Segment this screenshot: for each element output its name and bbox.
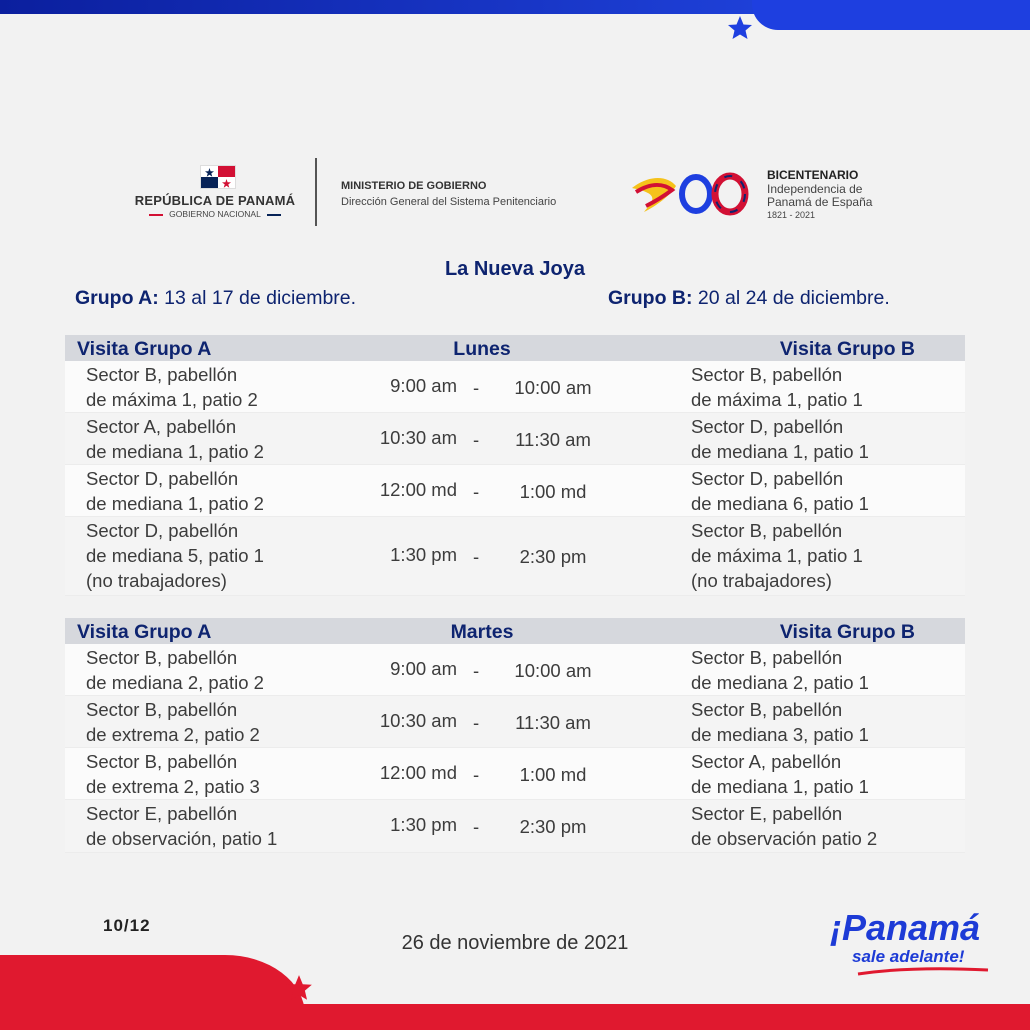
col-group-b-header: Visita Grupo B — [779, 338, 915, 360]
time-separator: - — [473, 429, 480, 450]
bicentennial-title: BICENTENARIO — [767, 168, 859, 182]
day-header: Lunes — [453, 338, 511, 360]
start-time: 9:00 am — [390, 375, 457, 396]
bicentennial-line1: Independencia de — [767, 182, 863, 196]
start-time: 10:30 am — [379, 427, 457, 448]
start-time: 12:00 md — [379, 762, 457, 783]
ministry-subtitle: Dirección General del Sistema Penitenciario — [341, 196, 557, 208]
government-subtitle: GOBIERNO NACIONAL — [120, 209, 310, 219]
page-number: 10/12 — [103, 916, 151, 935]
end-time: 2:30 pm — [519, 816, 587, 837]
group-a-location: Sector D, pabellón de mediana 1, patio 2 — [86, 468, 264, 514]
end-time: 11:30 am — [515, 712, 591, 733]
table-row — [65, 465, 965, 517]
group-b-location: Sector D, pabellón de mediana 1, patio 1 — [691, 416, 869, 462]
group-a-location: Sector E, pabellón de observación, patio 1 — [86, 803, 278, 849]
panama-sale-adelante-logo — [828, 898, 1008, 982]
group-a-location: Sector B, pabellón de máxima 1, patio 2 — [86, 364, 258, 410]
group-b-location: Sector A, pabellón de mediana 1, patio 1 — [691, 751, 869, 797]
red-star-icon — [284, 973, 314, 1003]
header-divider — [315, 158, 317, 226]
group-b-location: Sector B, pabellón de mediana 2, patio 1 — [691, 647, 869, 693]
start-time: 1:30 pm — [390, 814, 457, 835]
schedule-tuesday — [65, 618, 965, 853]
col-group-a-header: Visita Grupo A — [77, 621, 212, 643]
ministry-title: MINISTERIO DE GOBIERNO — [341, 180, 487, 192]
time-separator: - — [473, 712, 480, 733]
slogan-line1: ¡Panamá — [830, 907, 981, 948]
bicentennial-logo — [630, 166, 752, 218]
group-b-location: Sector B, pabellón de mediana 3, patio 1 — [691, 699, 869, 745]
slogan-line2: sale adelante! — [852, 947, 965, 966]
end-time: 10:00 am — [514, 377, 592, 398]
group-b-dates: Grupo B: 20 al 24 de diciembre. — [608, 287, 890, 309]
top-blue-stripe — [0, 0, 760, 14]
schedule-header — [65, 618, 965, 644]
end-time: 2:30 pm — [519, 546, 587, 567]
table-row — [65, 413, 965, 465]
group-a-location: Sector B, pabellón de extrema 2, patio 3 — [86, 751, 260, 797]
group-b-location: Sector D, pabellón de mediana 6, patio 1 — [691, 468, 869, 514]
col-group-a-header: Visita Grupo A — [77, 338, 212, 360]
table-row — [65, 696, 965, 748]
end-time: 11:30 am — [515, 429, 591, 450]
group-a-location: Sector B, pabellón de extrema 2, patio 2 — [86, 699, 260, 745]
start-time: 10:30 am — [379, 710, 457, 731]
day-header: Martes — [450, 621, 514, 643]
venue-title: La Nueva Joya — [444, 258, 586, 280]
publication-date: 26 de noviembre de 2021 — [401, 932, 629, 954]
group-a-location: Sector B, pabellón de mediana 2, patio 2 — [86, 647, 264, 693]
end-time: 1:00 md — [519, 764, 587, 785]
start-time: 1:30 pm — [390, 544, 457, 565]
table-row — [65, 748, 965, 800]
schedule-monday — [65, 335, 965, 596]
table-row — [65, 517, 965, 596]
group-b-location: Sector E, pabellón de observación patio 2 — [691, 803, 878, 849]
bicentennial-line2: Panamá de España — [767, 195, 873, 209]
group-b-location: Sector B, pabellón de máxima 1, patio 1 (no trabajadores) — [691, 520, 863, 591]
time-separator: - — [473, 660, 480, 681]
time-separator: - — [473, 816, 480, 837]
time-separator: - — [473, 377, 480, 398]
table-row — [65, 800, 965, 853]
start-time: 12:00 md — [379, 479, 457, 500]
table-row — [65, 644, 965, 696]
schedule-header — [65, 335, 965, 361]
time-separator: - — [473, 546, 480, 567]
bicentennial-years: 1821 - 2021 — [767, 210, 816, 220]
bottom-red-stripe — [0, 1004, 1030, 1030]
republic-title: REPÚBLICA DE PANAMÁ — [134, 193, 296, 208]
group-b-location: Sector B, pabellón de máxima 1, patio 1 — [691, 364, 863, 410]
end-time: 10:00 am — [514, 660, 592, 681]
group-a-dates: Grupo A: 13 al 17 de diciembre. — [75, 287, 357, 309]
time-separator: - — [473, 481, 480, 502]
top-right-blue-tab — [752, 0, 1030, 30]
start-time: 9:00 am — [390, 658, 457, 679]
col-group-b-header: Visita Grupo B — [779, 621, 915, 643]
time-separator: - — [473, 764, 480, 785]
group-a-location: Sector A, pabellón de mediana 1, patio 2 — [86, 416, 264, 462]
panama-flag-icon — [200, 165, 236, 189]
end-time: 1:00 md — [519, 481, 587, 502]
blue-star-icon — [726, 14, 754, 42]
group-a-location: Sector D, pabellón de mediana 5, patio 1 (no trabajadores) — [86, 520, 264, 591]
table-row — [65, 361, 965, 413]
